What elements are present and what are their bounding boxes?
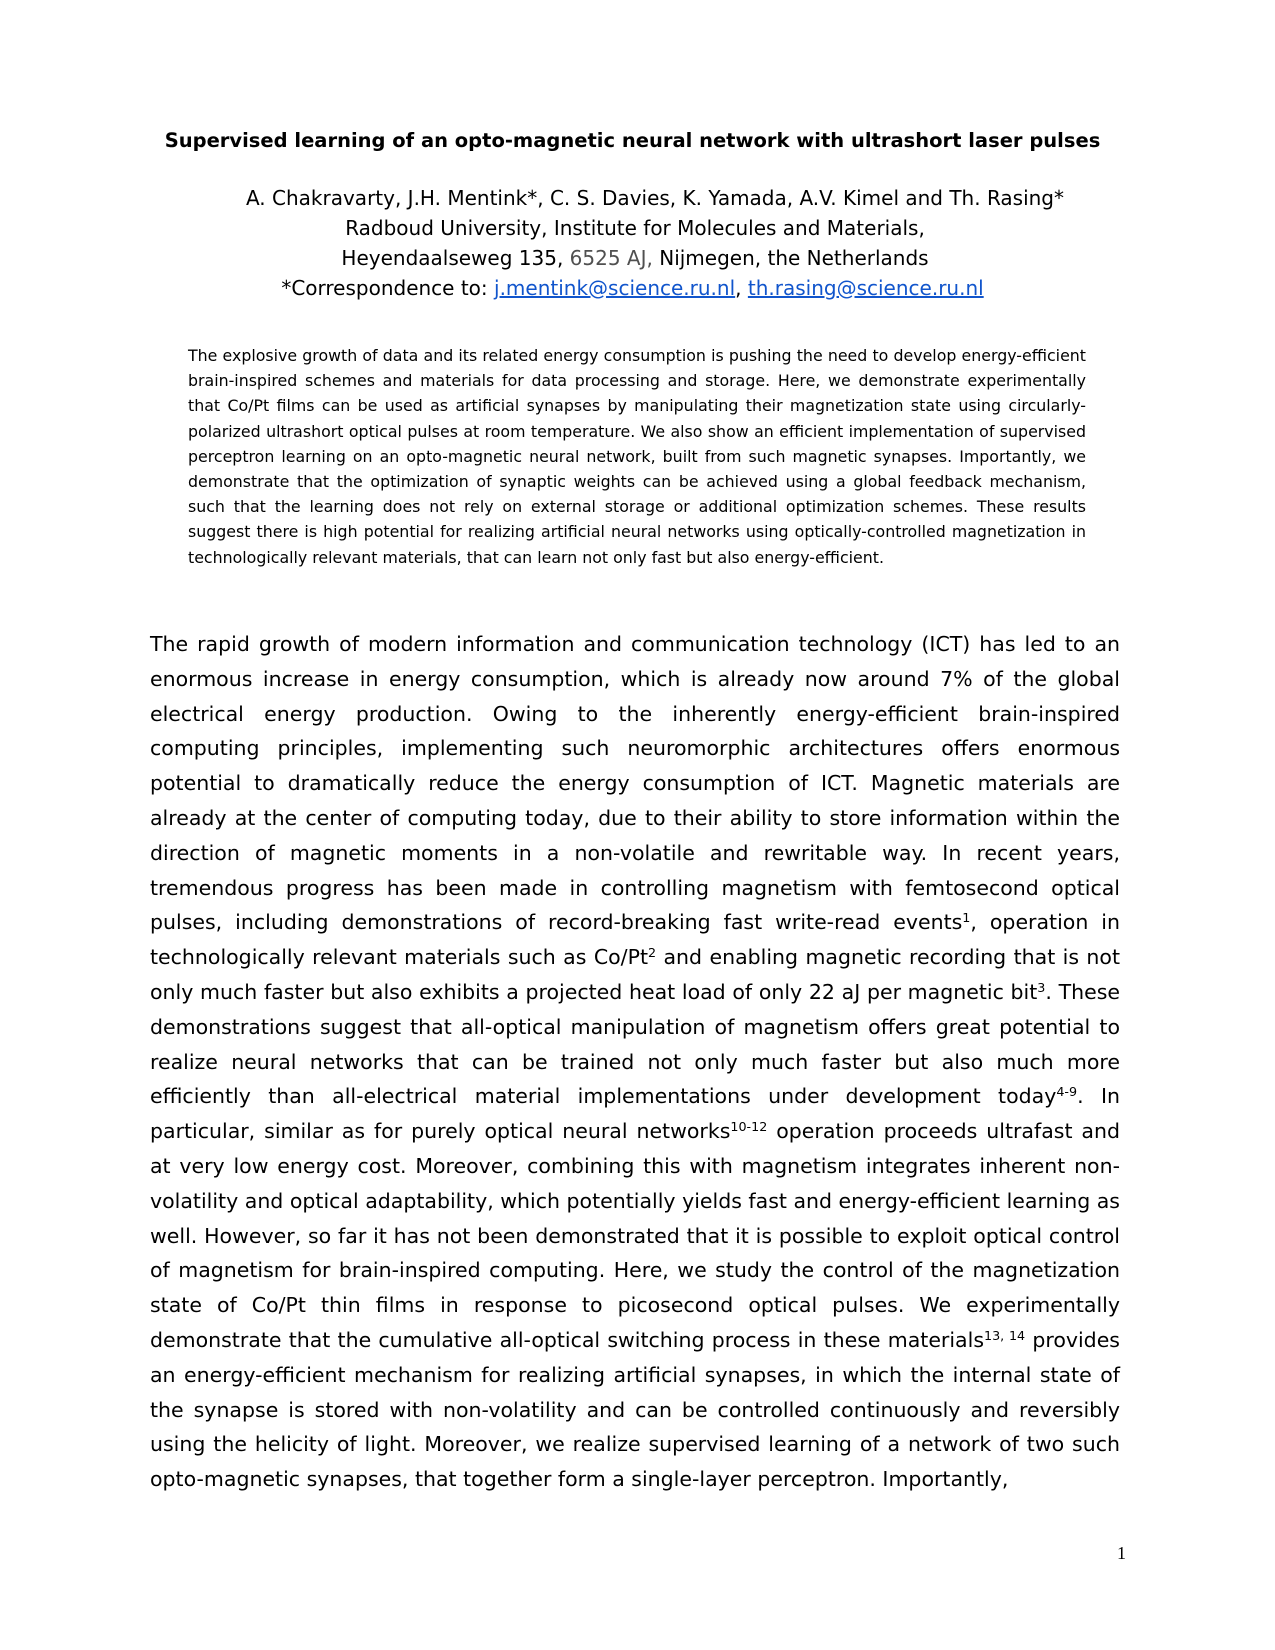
address-city: Nijmegen, the Netherlands bbox=[659, 246, 929, 270]
address-postcode: 6525 AJ, bbox=[569, 246, 653, 270]
body-segment: The rapid growth of modern information and communication technology (ICT) has led to an enormous increase in energy consumption, which is already now around 7% of the global electrical energy production. Owing to the inherently energy-efficient brain-inspired computing principles, implementing such neuromorphic architectures offers enormous potential to dramatically reduce the energy consumption of ICT. Magnetic materials are already at the center of computing today, due to their ability to store information within the direction of magnetic moments in a non-volatile and rewritable way. In recent years, tremendous progress has been made in controlling magnetism with femtosecond optical pulses, including demonstrations of record-breaking fast write-read events bbox=[150, 632, 1120, 935]
body-text bbox=[150, 627, 1120, 1497]
citation-superscript: 13, 14 bbox=[984, 1327, 1026, 1343]
citation-superscript: 10-12 bbox=[730, 1119, 768, 1135]
body-segment: provides an energy-efficient mechanism for realizing artificial synapses, in which the internal state of the synapse is stored with non-volatility and can be controlled continuously and reversibly using the helicity of light. Moreover, we realize supervised learning of a network of two such opto-magnetic synapses, that together form a single-layer perceptron. Importantly, bbox=[150, 1327, 1120, 1492]
author-block bbox=[160, 183, 1105, 303]
body-segment: and enabling magnetic recording that is not only much faster but also exhibits a projected heat load of only 22 aJ per magnetic bit bbox=[150, 945, 1120, 1004]
email-link-rasing[interactable]: th.rasing@science.ru.nl bbox=[747, 276, 984, 300]
address-street: Heyendaalseweg 135, bbox=[341, 246, 564, 270]
citation-superscript: 2 bbox=[648, 945, 657, 961]
author-list: A. Chakravarty, J.H. Mentink*, C. S. Davies, K. Yamada, A.V. Kimel and Th. Rasing* bbox=[245, 186, 1065, 210]
correspondence-line bbox=[160, 273, 1105, 303]
email-link-mentink[interactable]: j.mentink@science.ru.nl bbox=[494, 276, 736, 300]
body-segment: operation proceeds ultrafast and at very low energy cost. Moreover, combining this with magnetism integrates inherent non-volatility and optical adaptability, which potentially yields fast and energy-efficient learning as well. However, so far it has not been demonstrated that it is possible to exploit optical control of magnetism for brain-inspired computing. Here, we study the control of the magnetization state of Co/Pt thin films in response to picosecond optical pulses. We experimentally demonstrate that the cumulative all-optical switching process in these materials bbox=[150, 1119, 1120, 1352]
body-segment: , operation in technologically relevant materials such as Co/Pt bbox=[150, 910, 1120, 970]
paper-title: Supervised learning of an opto-magnetic neural network with ultrashort laser pulses bbox=[164, 129, 1101, 152]
affiliation: Radboud University, Institute for Molecules and Materials, bbox=[345, 216, 925, 240]
email-separator: , bbox=[735, 276, 742, 300]
citation-superscript: 1 bbox=[962, 910, 971, 926]
citation-superscript: 4-9 bbox=[1056, 1084, 1078, 1100]
body-paragraph bbox=[150, 627, 1120, 1497]
postal-address bbox=[160, 243, 1105, 273]
abstract: The explosive growth of data and its related energy consumption is pushing the need to develop energy-efficient brain-inspired schemes and materials for data processing and storage. Here, we demonstrate experimentally that Co/Pt films can be used as artificial synapses by manipulating their magnetization state using circularly-polarized ultrashort optical pulses at room temperature. We also show an efficient implementation of supervised perceptron learning on an opto-magnetic neural network, built from such magnetic synapses. Importantly, we demonstrate that the optimization of synaptic weights can be achieved using a global feedback mechanism, such that the learning does not rely on external storage or additional optimization schemes. These results suggest there is high potential for realizing artificial neural networks using optically-controlled magnetization in technologically relevant materials, that can learn not only fast but also energy-efficient. bbox=[188, 346, 1086, 567]
page-number: 1 bbox=[1117, 1543, 1126, 1563]
body-segment: . These demonstrations suggest that all-optical manipulation of magnetism offers great potential to realize neural networks that can be trained not only much faster but also much more efficiently than all-electrical material implementations under development today bbox=[150, 979, 1120, 1109]
correspondence-label: *Correspondence to: bbox=[281, 276, 488, 300]
citation-superscript: 3 bbox=[1037, 979, 1046, 995]
body-segment: . In particular, similar as for purely optical neural networks bbox=[150, 1084, 1120, 1144]
